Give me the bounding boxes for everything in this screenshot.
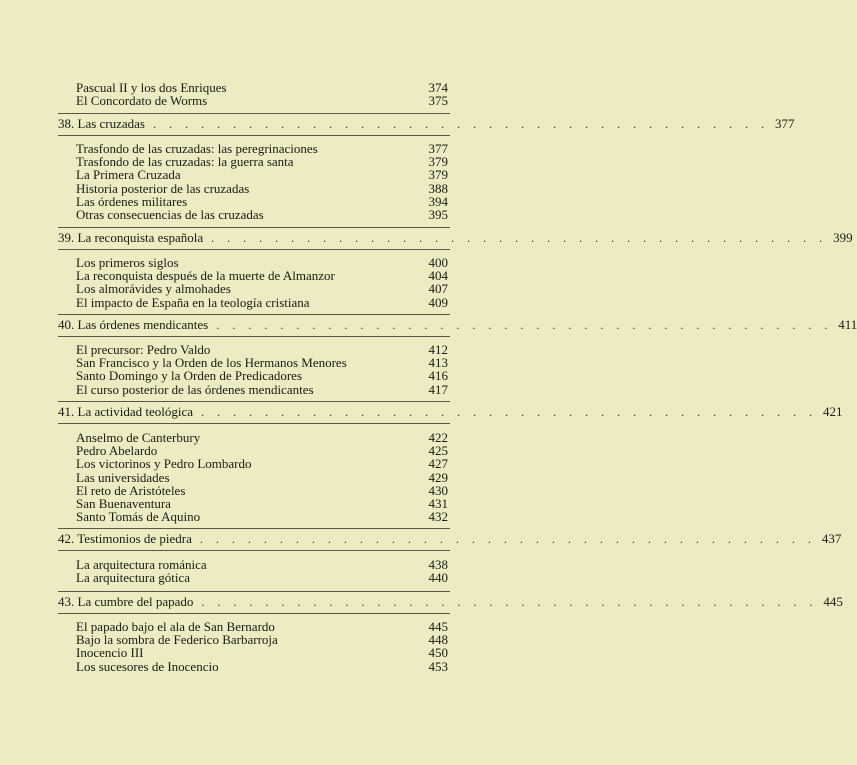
chapter-title: 38. Las cruzadas: [58, 116, 145, 131]
entry-title: Trasfondo de las cruzadas: la guerra santa: [76, 154, 294, 170]
entry-title: La Primera Cruzada: [76, 167, 181, 183]
entry-title: El Concordato de Worms: [76, 93, 208, 109]
entry-title: El reto de Aristóteles: [76, 482, 186, 498]
toc-entry: [76, 282, 448, 295]
entry-title: Las órdenes militares: [76, 193, 188, 209]
dot-leader: . . . . . . . . . . . . . . . . . . . . . . . . . . . . . . . . . . . . . . .: [211, 231, 828, 245]
entry-title: Trasfondo de las cruzadas: las peregrinaciones: [76, 141, 318, 156]
entry-page: 379: [428, 154, 448, 170]
entry-page: 448: [428, 632, 448, 648]
toc-entry: [76, 571, 448, 584]
dot-leader: . . . . . . . . . . . . . . . . . . . . . . . . . . . . . . . . . . . . . . .: [153, 117, 769, 131]
entry-page: 394: [428, 193, 448, 209]
entry-page: 395: [428, 206, 448, 222]
toc-entry: [76, 471, 448, 484]
divider: [58, 591, 450, 592]
chapter-page: 411: [838, 317, 857, 332]
chapter-title: 42. Testimonios de piedra: [58, 531, 192, 546]
chapter-entries: [76, 343, 448, 396]
chapter-heading: [58, 404, 843, 419]
toc-entry: [76, 208, 448, 221]
entry-page: 430: [428, 482, 448, 498]
chapter-entries: [76, 558, 448, 584]
divider: [58, 249, 450, 250]
entry-title: La arquitectura románica: [76, 557, 207, 572]
entry-page: 432: [428, 509, 448, 525]
chapter-page: 399: [833, 230, 853, 245]
entry-title: La arquitectura gótica: [76, 570, 191, 586]
entry-page: 412: [428, 342, 448, 357]
entry-title: Santo Domingo y la Orden de Predicadores: [76, 368, 303, 384]
chapter-heading: [58, 230, 853, 245]
entry-page: 404: [428, 268, 448, 284]
chapter-page: 377: [775, 116, 795, 131]
toc-entry: [76, 383, 448, 396]
entry-title: Los primeros siglos: [76, 255, 179, 270]
entry-title: Los sucesores de Inocencio: [76, 658, 219, 674]
chapter-heading: [58, 531, 842, 546]
entry-title: Otras consecuencias de las cruzadas: [76, 206, 264, 222]
toc-entry: [76, 646, 448, 659]
toc-entry: [76, 296, 448, 309]
entry-title: Historia posterior de las cruzadas: [76, 180, 250, 196]
entry-page: 400: [428, 255, 448, 270]
entry-page: 375: [428, 93, 448, 109]
divider: [58, 423, 450, 424]
toc-entry: [76, 660, 448, 673]
divider: [58, 227, 450, 228]
entry-title: San Francisco y la Orden de los Hermanos Menores: [76, 355, 347, 371]
divider: [58, 336, 450, 337]
entry-page: 377: [428, 141, 448, 156]
entry-page: 438: [428, 557, 448, 572]
toc-entry: [76, 457, 448, 470]
dot-leader: . . . . . . . . . . . . . . . . . . . . . . . . . . . . . . . . . . . . . . .: [199, 532, 816, 546]
entry-title: La reconquista después de la muerte de Almanzor: [76, 268, 335, 284]
divider: [58, 401, 450, 402]
entry-page: 429: [428, 469, 448, 485]
entry-page: 440: [428, 570, 448, 586]
entry-page: 453: [428, 658, 448, 674]
chapter-entries: [76, 620, 448, 673]
chapter-title: 39. La reconquista española: [58, 230, 204, 245]
entry-title: Las universidades: [76, 469, 170, 485]
divider: [58, 113, 450, 114]
divider: [58, 613, 450, 614]
entry-page: 374: [428, 80, 448, 95]
divider: [58, 135, 450, 136]
entry-page: 379: [428, 167, 448, 183]
toc-entry: [76, 195, 448, 208]
entry-page: 422: [428, 430, 448, 445]
entry-page: 425: [428, 443, 448, 459]
toc-entry: [76, 182, 448, 195]
chapter-entries: [76, 142, 448, 221]
entry-title: Inocencio III: [76, 645, 144, 661]
divider: [58, 528, 450, 529]
entry-title: Pedro Abelardo: [76, 443, 158, 459]
entry-page: 409: [428, 294, 448, 310]
toc-entry: [76, 369, 448, 382]
entry-page: 427: [428, 456, 448, 472]
dot-leader: . . . . . . . . . . . . . . . . . . . . . . . . . . . . . . . . . . . . . . .: [201, 405, 818, 419]
entry-title: Los victorinos y Pedro Lombardo: [76, 456, 252, 472]
chapter-title: 41. La actividad teológica: [58, 404, 194, 419]
entry-page: 431: [428, 495, 448, 511]
entry-title: El papado bajo el ala de San Bernardo: [76, 619, 275, 634]
chapter-title: 40. Las órdenes mendicantes: [58, 317, 209, 332]
chapter-entries: [76, 431, 448, 523]
leading-entries: [76, 81, 448, 107]
chapter-entries: [76, 256, 448, 309]
chapter-heading: [58, 594, 843, 609]
divider: [58, 314, 450, 315]
entry-page: 416: [428, 368, 448, 384]
entry-title: Los almorávides y almohades: [76, 281, 231, 297]
entry-title: El impacto de España en la teología cristiana: [76, 294, 310, 310]
entry-title: El precursor: Pedro Valdo: [76, 342, 211, 357]
entry-page: 450: [428, 645, 448, 661]
entry-title: San Buenaventura: [76, 495, 171, 511]
chapter-page: 445: [823, 594, 843, 609]
chapter-heading: [58, 317, 857, 332]
chapter-title: 43. La cumbre del papado: [58, 594, 194, 609]
chapter-heading: [58, 116, 795, 131]
toc-entry: [76, 484, 448, 497]
entry-page: 445: [428, 619, 448, 634]
chapter-page: 421: [823, 404, 843, 419]
dot-leader: . . . . . . . . . . . . . . . . . . . . . . . . . . . . . . . . . . . . . . .: [201, 595, 818, 609]
toc-entry: [76, 94, 448, 107]
dot-leader: . . . . . . . . . . . . . . . . . . . . . . . . . . . . . . . . . . . . . . .: [216, 318, 833, 332]
entry-page: 413: [428, 355, 448, 371]
entry-title: Pascual II y los dos Enriques: [76, 80, 227, 95]
chapter-page: 437: [821, 531, 842, 546]
divider: [58, 550, 450, 551]
entry-title: Santo Tomás de Aquino: [76, 509, 201, 525]
toc-entry: [76, 168, 448, 181]
entry-page: 388: [428, 180, 448, 196]
toc-entry: [76, 510, 448, 523]
entry-page: 417: [428, 381, 448, 397]
entry-title: El curso posterior de las órdenes mendicantes: [76, 381, 314, 397]
entry-page: 407: [428, 281, 448, 297]
entry-title: Bajo la sombra de Federico Barbarroja: [76, 632, 278, 648]
entry-title: Anselmo de Canterbury: [76, 430, 201, 445]
